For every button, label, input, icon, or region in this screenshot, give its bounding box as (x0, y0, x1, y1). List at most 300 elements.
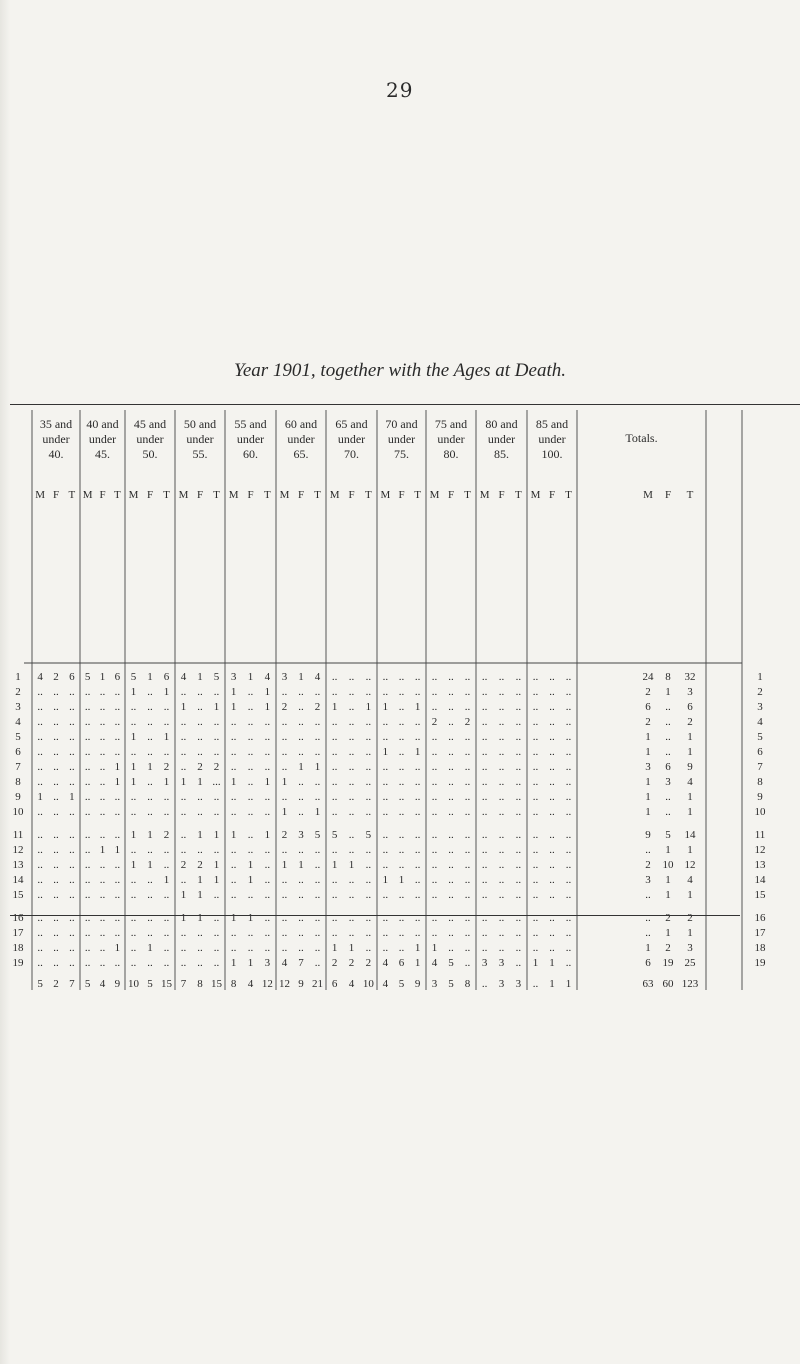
data-cell: .. (37, 844, 43, 856)
sub-column-label: F (447, 489, 455, 501)
data-cell: .. (163, 927, 170, 939)
data-cell: .. (84, 957, 91, 969)
data-cell: .. (314, 957, 321, 969)
data-cell: 6 (398, 957, 405, 969)
data-cell: .. (398, 761, 405, 773)
data-cell: .. (464, 701, 471, 713)
data-cell: 2 (365, 957, 372, 969)
data-cell: .. (481, 701, 488, 713)
data-cell: .. (382, 829, 389, 841)
data-cell: .. (448, 859, 454, 871)
data-cell: .. (464, 859, 471, 871)
data-cell: 1 (331, 942, 338, 954)
totals-cell: 3 (645, 874, 651, 886)
data-cell: .. (565, 874, 572, 886)
data-cell: .. (365, 927, 372, 939)
data-cell: .. (549, 791, 555, 803)
data-cell: .. (99, 776, 106, 788)
data-cell: .. (180, 806, 187, 818)
data-cell: .. (197, 701, 203, 713)
data-cell: .. (382, 716, 389, 728)
data-cell: .. (331, 874, 338, 886)
data-cell: .. (448, 776, 454, 788)
data-cell: .. (213, 844, 220, 856)
data-cell: .. (99, 912, 106, 924)
sub-column-label: F (498, 489, 505, 501)
group-heading-line: 65 and (335, 417, 368, 431)
data-cell: 1 (348, 859, 355, 871)
row-label-right: 17 (754, 927, 766, 939)
data-cell: .. (281, 927, 288, 939)
data-cell: .. (298, 791, 304, 803)
data-cell: .. (348, 761, 355, 773)
data-cell: .. (197, 716, 203, 728)
data-cell: .. (114, 829, 121, 841)
data-cell: .. (69, 859, 75, 871)
totals-cell: .. (645, 912, 651, 924)
data-cell: .. (348, 776, 355, 788)
data-cell: 3 (281, 671, 288, 683)
column-total-cell: 6 (331, 978, 338, 990)
data-cell: .. (230, 761, 237, 773)
data-cell: .. (532, 859, 539, 871)
data-cell: 3 (230, 671, 237, 683)
data-cell: .. (414, 927, 421, 939)
row-label-left: 17 (12, 927, 24, 939)
totals-cell: 6 (665, 761, 671, 773)
row-label-left: 19 (12, 957, 24, 969)
data-cell: .. (163, 844, 170, 856)
data-cell: .. (298, 844, 304, 856)
data-cell: .. (481, 889, 488, 901)
row-label-right: 1 (757, 671, 763, 683)
data-cell: .. (382, 686, 389, 698)
data-cell: .. (464, 942, 471, 954)
data-cell: 1 (163, 731, 170, 743)
data-cell: .. (549, 942, 555, 954)
column-total-cell: 3 (498, 978, 505, 990)
totals-sub-column-label: M (643, 489, 653, 501)
grand-total-cell: 123 (681, 978, 699, 990)
data-cell: .. (314, 927, 321, 939)
data-cell: .. (264, 791, 271, 803)
data-cell: 1 (414, 701, 421, 713)
data-cell: .. (348, 912, 355, 924)
data-cell: .. (147, 686, 153, 698)
totals-cell: 1 (665, 844, 671, 856)
totals-cell: .. (645, 927, 651, 939)
data-cell: .. (431, 701, 438, 713)
data-cell: .. (398, 701, 405, 713)
data-cell: .. (147, 806, 153, 818)
totals-cell: 1 (645, 806, 651, 818)
data-cell: .. (515, 957, 522, 969)
data-cell: .. (464, 889, 471, 901)
data-cell: .. (314, 844, 321, 856)
data-cell: 7 (298, 957, 304, 969)
data-cell: .. (53, 761, 59, 773)
data-cell: .. (398, 829, 405, 841)
data-cell: .. (298, 686, 304, 698)
data-cell: .. (281, 716, 288, 728)
totals-cell: 25 (684, 957, 696, 969)
data-cell: .. (37, 686, 43, 698)
data-cell: .. (431, 859, 438, 871)
data-cell: .. (53, 927, 59, 939)
data-cell: 1 (197, 889, 203, 901)
data-cell: .. (532, 761, 539, 773)
data-cell: .. (53, 716, 59, 728)
data-cell: .. (382, 761, 389, 773)
data-cell: .. (515, 859, 522, 871)
data-cell: .. (230, 874, 237, 886)
row-label-left: 18 (12, 942, 24, 954)
data-cell: .. (114, 859, 121, 871)
data-cell: .. (331, 912, 338, 924)
data-cell: .. (37, 746, 43, 758)
data-cell: .. (281, 791, 288, 803)
data-cell: .. (314, 942, 321, 954)
data-cell: .. (84, 761, 91, 773)
data-cell: 1 (230, 701, 237, 713)
totals-cell: .. (645, 844, 651, 856)
sub-column-label: F (146, 489, 154, 501)
totals-cell: 3 (687, 686, 693, 698)
data-cell: .. (365, 806, 372, 818)
data-cell: .. (365, 671, 372, 683)
totals-cell: 12 (684, 859, 696, 871)
data-cell: .. (99, 874, 106, 886)
data-cell: .. (398, 927, 405, 939)
column-total-cell: .. (532, 978, 539, 990)
data-cell: .. (398, 806, 405, 818)
column-total-cell: 7 (180, 978, 187, 990)
data-cell: 4 (382, 957, 389, 969)
data-cell: .. (382, 859, 389, 871)
sub-column-label: M (530, 489, 541, 501)
data-cell: 2 (431, 716, 438, 728)
data-cell: .. (197, 746, 203, 758)
data-cell: 2 (163, 761, 170, 773)
data-cell: .. (147, 912, 153, 924)
totals-cell: 1 (645, 942, 651, 954)
data-cell: .. (197, 957, 203, 969)
data-cell: .. (84, 701, 91, 713)
data-cell: .. (314, 889, 321, 901)
data-cell: .. (431, 927, 438, 939)
sub-column-label: M (35, 489, 46, 501)
row-label-right: 3 (757, 701, 763, 713)
data-cell: .. (382, 806, 389, 818)
totals-cell: .. (645, 889, 651, 901)
data-cell: .. (37, 942, 43, 954)
data-cell: .. (348, 791, 355, 803)
data-cell: .. (264, 889, 271, 901)
data-cell: .. (84, 806, 91, 818)
totals-cell: .. (665, 716, 671, 728)
data-cell: .. (464, 731, 471, 743)
data-cell: .. (448, 806, 454, 818)
data-cell: .. (84, 746, 91, 758)
data-cell: .. (84, 716, 91, 728)
data-cell: .. (69, 844, 75, 856)
data-cell: .. (53, 957, 59, 969)
data-cell: .. (414, 671, 421, 683)
data-cell: .. (69, 957, 75, 969)
data-cell: .. (331, 716, 338, 728)
data-cell: .. (348, 844, 355, 856)
data-cell: 2 (53, 671, 59, 683)
column-total-cell: 5 (84, 978, 91, 990)
data-cell: .. (448, 889, 454, 901)
data-cell: .. (230, 731, 237, 743)
data-cell: .. (464, 746, 471, 758)
data-cell: .. (230, 927, 237, 939)
data-cell: .. (348, 746, 355, 758)
data-cell: .. (331, 844, 338, 856)
totals-cell: 32 (684, 671, 696, 683)
row-label-left: 3 (15, 701, 21, 713)
data-cell: .. (264, 927, 271, 939)
group-heading-line: 60 and (284, 417, 318, 431)
data-cell: 1 (230, 957, 237, 969)
data-cell: .. (69, 912, 75, 924)
data-cell: .. (99, 731, 106, 743)
data-cell: .. (99, 829, 106, 841)
data-cell: .. (53, 844, 59, 856)
group-heading-line: under (236, 432, 265, 446)
data-cell: 1 (230, 829, 237, 841)
data-cell: .. (180, 761, 187, 773)
data-cell: .. (498, 927, 505, 939)
data-cell: .. (532, 806, 539, 818)
data-cell: .. (69, 889, 75, 901)
data-cell: .. (180, 829, 187, 841)
data-cell: .. (230, 716, 237, 728)
data-cell: .. (498, 716, 505, 728)
group-heading-line: 45. (95, 447, 110, 461)
row-label-left: 15 (12, 889, 24, 901)
column-total-cell: .. (481, 978, 488, 990)
data-cell: .. (281, 761, 288, 773)
data-cell: 1 (281, 806, 288, 818)
sub-column-label: F (548, 489, 556, 501)
group-heading-line: 70 and (385, 417, 418, 431)
data-cell: .. (481, 686, 488, 698)
data-cell: .. (114, 912, 121, 924)
column-total-cell: 12 (279, 978, 290, 990)
data-cell: .. (213, 942, 220, 954)
data-cell: .. (549, 746, 555, 758)
data-cell: 1 (230, 912, 237, 924)
data-cell: 1 (398, 874, 405, 886)
data-cell: .. (565, 731, 572, 743)
data-cell: .. (99, 716, 106, 728)
data-cell: .. (481, 776, 488, 788)
row-label-right: 6 (757, 746, 763, 758)
data-cell: .. (147, 746, 153, 758)
data-cell: .. (163, 716, 170, 728)
data-cell: .. (565, 761, 572, 773)
totals-cell: 1 (665, 874, 671, 886)
data-cell: .. (348, 686, 355, 698)
data-cell: 6 (163, 671, 170, 683)
data-cell: .. (549, 859, 555, 871)
group-heading-line: 60. (243, 447, 258, 461)
data-cell: 2 (163, 829, 170, 841)
data-cell: .. (498, 791, 505, 803)
data-cell: .. (414, 731, 421, 743)
data-cell: .. (314, 859, 321, 871)
data-cell: 1 (130, 731, 137, 743)
data-cell: .. (414, 859, 421, 871)
group-heading-line: under (136, 432, 164, 446)
data-cell: .. (247, 776, 254, 788)
data-cell: .. (382, 927, 389, 939)
data-cell: .. (69, 806, 75, 818)
data-cell: .. (247, 716, 254, 728)
totals-cell: 4 (687, 874, 693, 886)
data-cell: .. (498, 829, 505, 841)
data-cell: .. (431, 761, 438, 773)
totals-cell: .. (665, 791, 671, 803)
data-cell: .. (247, 791, 254, 803)
row-label-left: 10 (12, 806, 24, 818)
totals-cell: 6 (645, 701, 651, 713)
data-cell: .. (69, 927, 75, 939)
data-cell: 1 (114, 942, 121, 954)
data-cell: .. (147, 874, 153, 886)
data-cell: 5 (331, 829, 338, 841)
data-cell: .. (213, 912, 220, 924)
data-cell: .. (481, 761, 488, 773)
data-cell: .. (365, 746, 372, 758)
row-label-right: 8 (757, 776, 763, 788)
data-cell: 1 (298, 761, 304, 773)
data-cell: 1 (264, 701, 271, 713)
data-cell: .. (431, 912, 438, 924)
totals-cell: 2 (687, 716, 693, 728)
data-cell: .. (565, 746, 572, 758)
data-cell: 1 (314, 806, 321, 818)
data-cell: .. (180, 942, 187, 954)
data-cell: .. (69, 731, 75, 743)
data-cell: .. (230, 859, 237, 871)
sub-column-label: T (464, 489, 471, 501)
data-cell: 5 (448, 957, 454, 969)
data-cell: .. (69, 829, 75, 841)
data-cell: .. (448, 844, 454, 856)
data-cell: .. (331, 746, 338, 758)
data-cell: .. (163, 701, 170, 713)
sub-column-label: M (128, 489, 139, 501)
data-cell: .. (414, 874, 421, 886)
data-cell: .. (565, 716, 572, 728)
totals-cell: 2 (645, 859, 651, 871)
data-cell: .. (37, 889, 43, 901)
data-cell: .. (247, 686, 254, 698)
data-cell: .. (498, 761, 505, 773)
totals-cell: 14 (684, 829, 696, 841)
data-cell: .. (114, 731, 121, 743)
data-cell: .. (414, 844, 421, 856)
data-cell: .. (565, 859, 572, 871)
data-cell: .. (348, 716, 355, 728)
data-cell: .. (515, 829, 522, 841)
data-cell: 1 (247, 912, 254, 924)
data-cell: .. (365, 716, 372, 728)
data-cell: .. (247, 731, 254, 743)
totals-cell: 1 (687, 806, 693, 818)
data-cell: .. (464, 829, 471, 841)
data-cell: 1 (147, 829, 153, 841)
data-cell: .. (230, 746, 237, 758)
column-total-cell: 8 (230, 978, 237, 990)
sub-column-label: F (52, 489, 60, 501)
row-label-right: 7 (757, 761, 763, 773)
data-cell: .. (230, 844, 237, 856)
totals-cell: 1 (687, 844, 693, 856)
data-cell: .. (498, 701, 505, 713)
data-cell: 1 (247, 957, 254, 969)
data-cell: .. (382, 889, 389, 901)
data-cell: .. (247, 829, 254, 841)
group-heading-line: 80 and (485, 417, 518, 431)
data-cell: .. (147, 927, 153, 939)
data-cell: .. (365, 791, 372, 803)
row-label-right: 5 (757, 731, 763, 743)
data-cell: .. (114, 806, 121, 818)
totals-cell: 2 (645, 686, 651, 698)
data-cell: .. (114, 716, 121, 728)
data-cell: .. (37, 806, 43, 818)
data-cell: 1 (230, 776, 237, 788)
data-cell: .. (565, 829, 572, 841)
data-cell: .. (314, 776, 321, 788)
data-cell: .. (565, 671, 572, 683)
data-cell: .. (331, 927, 338, 939)
data-cell: .. (53, 746, 59, 758)
data-cell: .. (414, 912, 421, 924)
data-cell: .. (515, 776, 522, 788)
data-cell: .. (37, 701, 43, 713)
row-label-right: 4 (757, 716, 763, 728)
data-cell: .. (464, 957, 471, 969)
data-cell: .. (515, 761, 522, 773)
data-cell: .. (180, 927, 187, 939)
data-cell: .. (481, 731, 488, 743)
data-cell: .. (114, 927, 121, 939)
data-cell: .. (163, 806, 170, 818)
data-cell: 1 (147, 671, 153, 683)
data-cell: .. (481, 716, 488, 728)
totals-cell: 3 (687, 942, 693, 954)
data-cell: .. (147, 791, 153, 803)
data-cell: .. (515, 806, 522, 818)
data-cell: .. (314, 716, 321, 728)
data-cell: .. (130, 791, 137, 803)
data-cell: .. (281, 844, 288, 856)
data-cell: .. (264, 806, 271, 818)
row-label-right: 9 (757, 791, 763, 803)
data-cell: .. (180, 791, 187, 803)
data-cell: 1 (382, 874, 389, 886)
sub-column-label: F (398, 489, 405, 501)
data-cell: .. (532, 927, 539, 939)
data-cell: .. (53, 942, 59, 954)
totals-cell: 2 (687, 912, 693, 924)
column-total-cell: 3 (431, 978, 438, 990)
